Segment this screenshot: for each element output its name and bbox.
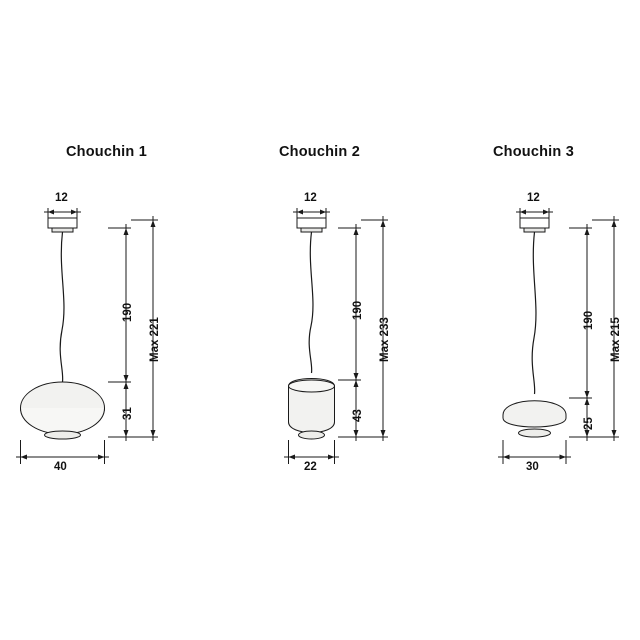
figure-chouchin-1 [0, 130, 213, 490]
dim-max-height: Max 221 [149, 317, 161, 362]
figure-chouchin-3 [427, 130, 640, 490]
product-diagram-chouchin-2 [213, 130, 426, 490]
dim-cable-length: 190 [583, 310, 595, 330]
dim-body-width: 22 [304, 461, 317, 473]
panel-title: Chouchin 2 [279, 144, 360, 160]
dim-top-width: 12 [304, 192, 317, 204]
dim-cable-length: 190 [122, 302, 134, 322]
product-diagram-chouchin-3 [427, 130, 640, 490]
dim-max-height: Max 215 [610, 317, 622, 362]
product-diagram-chouchin-1 [0, 130, 213, 490]
panel-title: Chouchin 3 [493, 144, 574, 160]
figure-chouchin-2 [213, 130, 426, 490]
panel-title: Chouchin 1 [66, 144, 147, 160]
dim-top-width: 12 [55, 192, 68, 204]
dim-body-height: 25 [583, 417, 595, 430]
dim-max-height: Max 233 [379, 317, 391, 362]
dim-body-width: 30 [526, 461, 539, 473]
dim-body-width: 40 [54, 461, 67, 473]
dim-body-height: 43 [352, 409, 364, 422]
dim-cable-length: 190 [352, 300, 364, 320]
dim-body-height: 31 [122, 407, 134, 420]
dim-top-width: 12 [527, 192, 540, 204]
